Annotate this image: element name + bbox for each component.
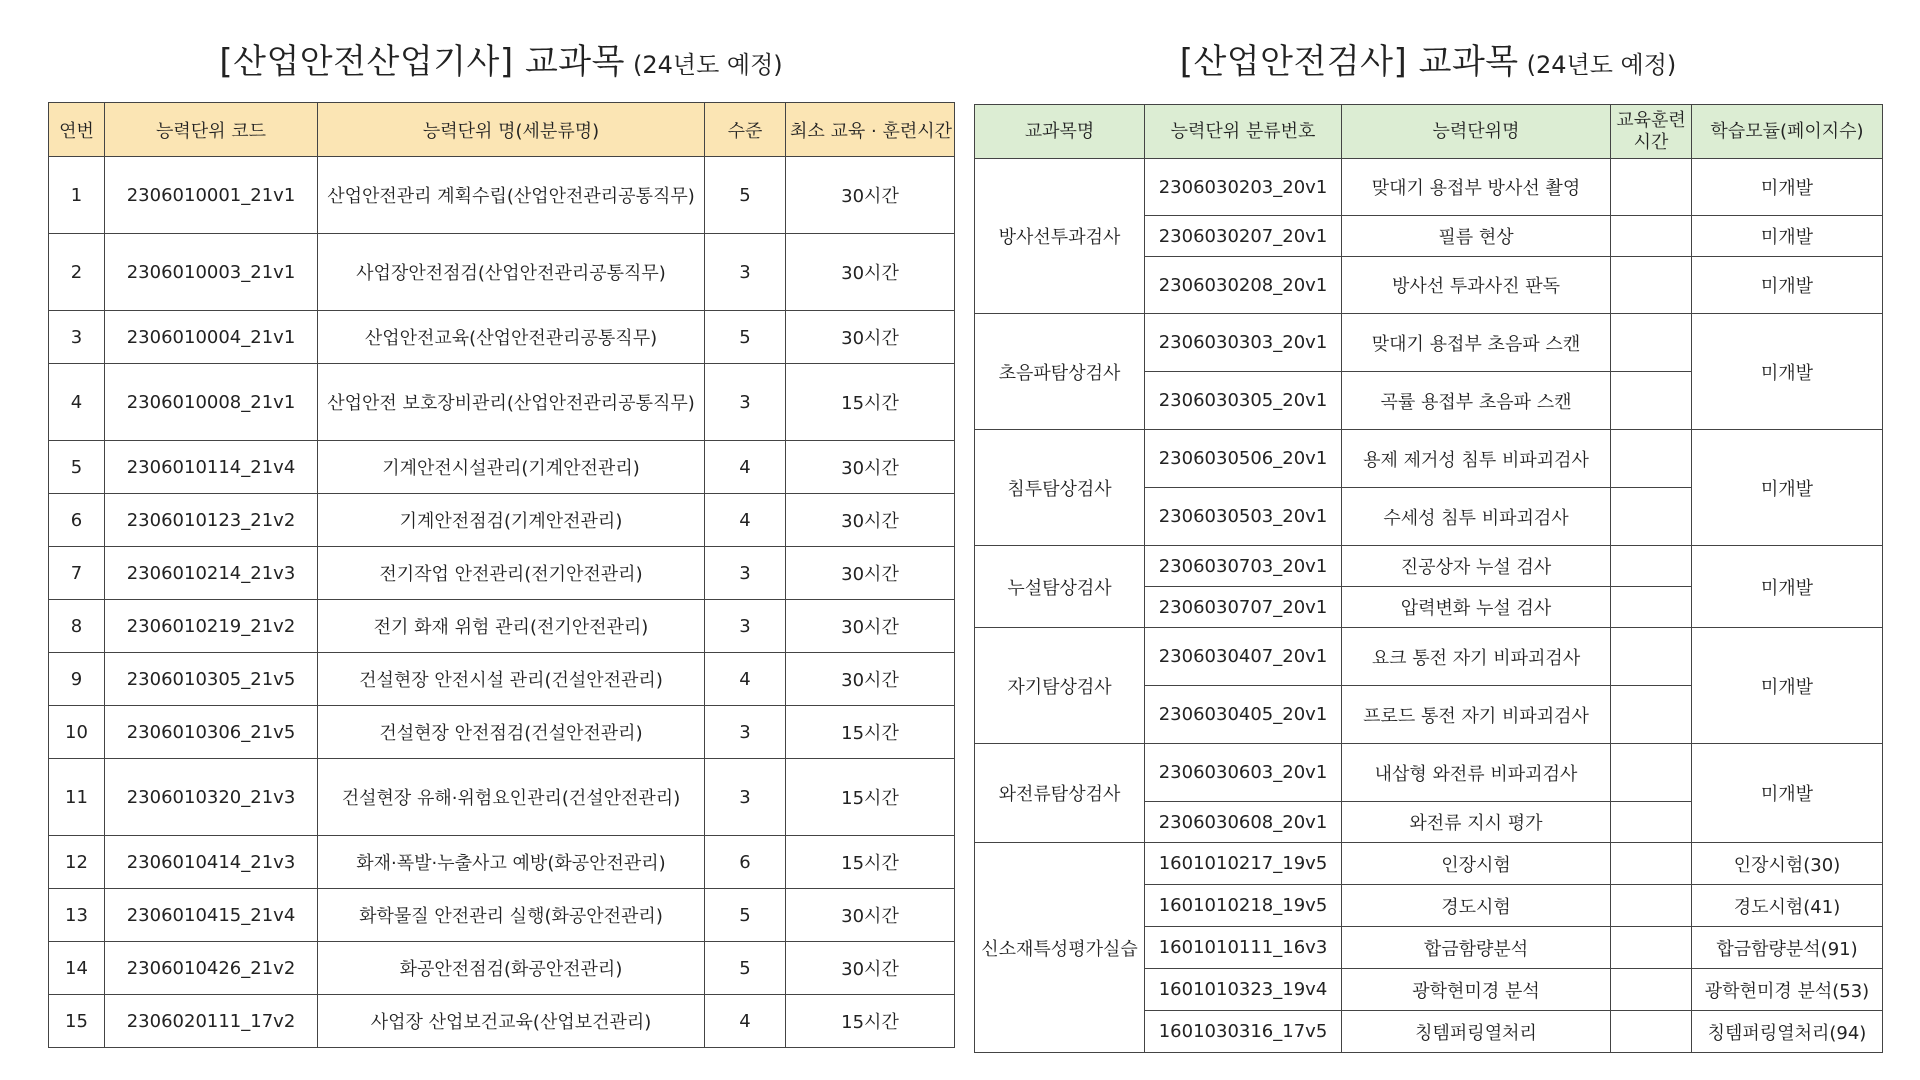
seq-cell: 10 xyxy=(49,706,105,759)
hours-cell xyxy=(1611,488,1692,546)
code-cell: 1601030316_17v5 xyxy=(1145,1011,1342,1053)
unit-name-cell: 경도시험 xyxy=(1342,885,1611,927)
table-row xyxy=(975,546,1883,587)
table-row xyxy=(49,653,955,706)
code-cell: 2306010415_21v4 xyxy=(105,889,318,942)
hours-cell xyxy=(1611,372,1692,430)
hours-cell xyxy=(1611,628,1692,686)
hours-cell: 15시간 xyxy=(786,836,955,889)
unit-name-cell: 용제 제거성 침투 비파괴검사 xyxy=(1342,430,1611,488)
left-curriculum-table xyxy=(48,102,955,1048)
unit-name-cell: 요크 통전 자기 비파괴검사 xyxy=(1342,628,1611,686)
subject-cell: 초음파탐상검사 xyxy=(975,314,1145,430)
module-cell: 경도시험(41) xyxy=(1692,885,1883,927)
table-row xyxy=(975,744,1883,802)
module-cell: 미개발 xyxy=(1692,628,1883,744)
unit-name-cell: 건설현장 안전시설 관리(건설안전관리) xyxy=(318,653,705,706)
table-row xyxy=(49,995,955,1048)
unit-name-cell: 화공안전점검(화공안전관리) xyxy=(318,942,705,995)
right-curriculum-table xyxy=(974,104,1883,1053)
seq-cell: 14 xyxy=(49,942,105,995)
hours-cell xyxy=(1611,257,1692,314)
level-cell: 4 xyxy=(705,441,786,494)
header-level: 수준 xyxy=(705,103,786,157)
seq-cell: 4 xyxy=(49,364,105,441)
header-unit-code: 능력단위 코드 xyxy=(105,103,318,157)
unit-name-cell: 산업안전교육(산업안전관리공통직무) xyxy=(318,311,705,364)
code-cell: 2306030506_20v1 xyxy=(1145,430,1342,488)
right-title-main: [산업안전검사] 교과목 xyxy=(1179,42,1519,82)
level-cell: 3 xyxy=(705,364,786,441)
code-cell: 2306010001_21v1 xyxy=(105,157,318,234)
table-row xyxy=(975,430,1883,488)
unit-name-cell: 압력변화 누설 검사 xyxy=(1342,587,1611,628)
hours-cell xyxy=(1611,546,1692,587)
hours-cell xyxy=(1611,744,1692,802)
code-cell: 2306010320_21v3 xyxy=(105,759,318,836)
table-row xyxy=(975,159,1883,216)
unit-name-cell: 수세성 침투 비파괴검사 xyxy=(1342,488,1611,546)
subject-cell: 신소재특성평가실습 xyxy=(975,843,1145,1053)
unit-name-cell: 기계안전점검(기계안전관리) xyxy=(318,494,705,547)
table-row xyxy=(49,836,955,889)
code-cell: 2306010305_21v5 xyxy=(105,653,318,706)
unit-name-cell: 맞대기 용접부 초음파 스캔 xyxy=(1342,314,1611,372)
table-row xyxy=(49,234,955,311)
code-cell: 2306020111_17v2 xyxy=(105,995,318,1048)
right-title xyxy=(974,34,1882,83)
level-cell: 3 xyxy=(705,600,786,653)
unit-name-cell: 전기작업 안전관리(전기안전관리) xyxy=(318,547,705,600)
unit-name-cell: 광학현미경 분석 xyxy=(1342,969,1611,1011)
code-cell: 1601010218_19v5 xyxy=(1145,885,1342,927)
table-row xyxy=(49,494,955,547)
code-cell: 2306010219_21v2 xyxy=(105,600,318,653)
code-cell: 2306030207_20v1 xyxy=(1145,216,1342,257)
hours-cell: 30시간 xyxy=(786,547,955,600)
level-cell: 5 xyxy=(705,157,786,234)
hours-cell: 30시간 xyxy=(786,494,955,547)
unit-name-cell: 산업안전 보호장비관리(산업안전관리공통직무) xyxy=(318,364,705,441)
subject-cell: 누설탐상검사 xyxy=(975,546,1145,628)
code-cell: 2306030603_20v1 xyxy=(1145,744,1342,802)
header-classification-code: 능력단위 분류번호 xyxy=(1145,105,1342,159)
unit-name-cell: 건설현장 안전점검(건설안전관리) xyxy=(318,706,705,759)
seq-cell: 12 xyxy=(49,836,105,889)
code-cell: 2306030303_20v1 xyxy=(1145,314,1342,372)
unit-name-cell: 내삽형 와전류 비파괴검사 xyxy=(1342,744,1611,802)
seq-cell: 8 xyxy=(49,600,105,653)
code-cell: 2306030703_20v1 xyxy=(1145,546,1342,587)
code-cell: 2306010414_21v3 xyxy=(105,836,318,889)
seq-cell: 5 xyxy=(49,441,105,494)
module-cell: 미개발 xyxy=(1692,430,1883,546)
module-cell: 미개발 xyxy=(1692,546,1883,628)
unit-name-cell: 합금함량분석 xyxy=(1342,927,1611,969)
level-cell: 5 xyxy=(705,942,786,995)
header-training-hours: 교육훈련 시간 xyxy=(1611,105,1692,159)
header-min-hours: 최소 교육 · 훈련시간 xyxy=(786,103,955,157)
hours-cell: 30시간 xyxy=(786,653,955,706)
hours-cell xyxy=(1611,587,1692,628)
code-cell: 2306030405_20v1 xyxy=(1145,686,1342,744)
hours-cell xyxy=(1611,927,1692,969)
table-row xyxy=(49,364,955,441)
seq-cell: 15 xyxy=(49,995,105,1048)
code-cell: 2306010306_21v5 xyxy=(105,706,318,759)
level-cell: 6 xyxy=(705,836,786,889)
header-unit-name: 능력단위 명(세분류명) xyxy=(318,103,705,157)
hours-cell xyxy=(1611,802,1692,843)
seq-cell: 13 xyxy=(49,889,105,942)
table-row xyxy=(975,628,1883,686)
module-cell: 인장시험(30) xyxy=(1692,843,1883,885)
code-cell: 2306030707_20v1 xyxy=(1145,587,1342,628)
module-cell: 합금함량분석(91) xyxy=(1692,927,1883,969)
unit-name-cell: 건설현장 유해·위험요인관리(건설안전관리) xyxy=(318,759,705,836)
seq-cell: 3 xyxy=(49,311,105,364)
code-cell: 2306030503_20v1 xyxy=(1145,488,1342,546)
table-row xyxy=(49,706,955,759)
unit-name-cell: 방사선 투과사진 판독 xyxy=(1342,257,1611,314)
unit-name-cell: 인장시험 xyxy=(1342,843,1611,885)
code-cell: 2306030608_20v1 xyxy=(1145,802,1342,843)
unit-name-cell: 칭템퍼링열처리 xyxy=(1342,1011,1611,1053)
module-cell: 칭템퍼링열처리(94) xyxy=(1692,1011,1883,1053)
unit-name-cell: 필름 현상 xyxy=(1342,216,1611,257)
code-cell: 2306030305_20v1 xyxy=(1145,372,1342,430)
hours-cell: 15시간 xyxy=(786,995,955,1048)
code-cell: 2306010123_21v2 xyxy=(105,494,318,547)
seq-cell: 6 xyxy=(49,494,105,547)
level-cell: 3 xyxy=(705,706,786,759)
hours-cell xyxy=(1611,1011,1692,1053)
level-cell: 4 xyxy=(705,653,786,706)
unit-name-cell: 곡률 용접부 초음파 스캔 xyxy=(1342,372,1611,430)
module-cell: 미개발 xyxy=(1692,159,1883,216)
level-cell: 5 xyxy=(705,311,786,364)
subject-cell: 침투탐상검사 xyxy=(975,430,1145,546)
unit-name-cell: 산업안전관리 계획수립(산업안전관리공통직무) xyxy=(318,157,705,234)
module-cell: 미개발 xyxy=(1692,257,1883,314)
hours-cell xyxy=(1611,216,1692,257)
seq-cell: 7 xyxy=(49,547,105,600)
code-cell: 2306010114_21v4 xyxy=(105,441,318,494)
module-cell: 광학현미경 분석(53) xyxy=(1692,969,1883,1011)
unit-name-cell: 진공상자 누설 검사 xyxy=(1342,546,1611,587)
level-cell: 3 xyxy=(705,547,786,600)
hours-cell xyxy=(1611,314,1692,372)
level-cell: 4 xyxy=(705,995,786,1048)
table-row xyxy=(49,311,955,364)
level-cell: 3 xyxy=(705,234,786,311)
table-row xyxy=(49,547,955,600)
unit-name-cell: 맞대기 용접부 방사선 촬영 xyxy=(1342,159,1611,216)
header-seq: 연번 xyxy=(49,103,105,157)
table-row xyxy=(975,843,1883,885)
hours-cell xyxy=(1611,969,1692,1011)
code-cell: 1601010323_19v4 xyxy=(1145,969,1342,1011)
hours-cell: 30시간 xyxy=(786,234,955,311)
hours-cell: 15시간 xyxy=(786,364,955,441)
hours-cell: 30시간 xyxy=(786,600,955,653)
unit-name-cell: 사업장 산업보건교육(산업보건관리) xyxy=(318,995,705,1048)
level-cell: 4 xyxy=(705,494,786,547)
seq-cell: 11 xyxy=(49,759,105,836)
header-subject: 교과목명 xyxy=(975,105,1145,159)
table-row xyxy=(975,314,1883,372)
header-unit-name: 능력단위명 xyxy=(1342,105,1611,159)
subject-cell: 와전류탐상검사 xyxy=(975,744,1145,843)
right-header-row xyxy=(975,105,1883,159)
left-header-row xyxy=(49,103,955,157)
level-cell: 5 xyxy=(705,889,786,942)
code-cell: 2306010003_21v1 xyxy=(105,234,318,311)
unit-name-cell: 와전류 지시 평가 xyxy=(1342,802,1611,843)
code-cell: 2306010426_21v2 xyxy=(105,942,318,995)
hours-cell xyxy=(1611,430,1692,488)
table-row xyxy=(49,600,955,653)
left-title-subtitle: (24년도 예정) xyxy=(632,51,783,79)
unit-name-cell: 화재·폭발·누출사고 예방(화공안전관리) xyxy=(318,836,705,889)
hours-cell: 15시간 xyxy=(786,706,955,759)
code-cell: 2306030203_20v1 xyxy=(1145,159,1342,216)
module-cell: 미개발 xyxy=(1692,744,1883,843)
code-cell: 1601010217_19v5 xyxy=(1145,843,1342,885)
unit-name-cell: 사업장안전점검(산업안전관리공통직무) xyxy=(318,234,705,311)
table-row xyxy=(49,759,955,836)
hours-cell xyxy=(1611,885,1692,927)
unit-name-cell: 화학물질 안전관리 실행(화공안전관리) xyxy=(318,889,705,942)
table-row xyxy=(49,942,955,995)
seq-cell: 1 xyxy=(49,157,105,234)
left-title-main: [산업안전산업기사] 교과목 xyxy=(219,42,625,82)
subject-cell: 방사선투과검사 xyxy=(975,159,1145,314)
hours-cell: 30시간 xyxy=(786,311,955,364)
header-learning-module: 학습모듈(페이지수) xyxy=(1692,105,1883,159)
hours-cell: 30시간 xyxy=(786,441,955,494)
hours-cell: 30시간 xyxy=(786,157,955,234)
right-title-subtitle: (24년도 예정) xyxy=(1526,51,1677,79)
hours-cell: 15시간 xyxy=(786,759,955,836)
left-title xyxy=(48,34,954,83)
code-cell: 1601010111_16v3 xyxy=(1145,927,1342,969)
hours-cell xyxy=(1611,159,1692,216)
table-row xyxy=(49,889,955,942)
table-row xyxy=(49,157,955,234)
hours-cell: 30시간 xyxy=(786,942,955,995)
seq-cell: 2 xyxy=(49,234,105,311)
unit-name-cell: 프로드 통전 자기 비파괴검사 xyxy=(1342,686,1611,744)
code-cell: 2306030208_20v1 xyxy=(1145,257,1342,314)
seq-cell: 9 xyxy=(49,653,105,706)
module-cell: 미개발 xyxy=(1692,314,1883,430)
code-cell: 2306010004_21v1 xyxy=(105,311,318,364)
hours-cell: 30시간 xyxy=(786,889,955,942)
subject-cell: 자기탐상검사 xyxy=(975,628,1145,744)
code-cell: 2306010214_21v3 xyxy=(105,547,318,600)
module-cell: 미개발 xyxy=(1692,216,1883,257)
table-row xyxy=(49,441,955,494)
unit-name-cell: 기계안전시설관리(기계안전관리) xyxy=(318,441,705,494)
unit-name-cell: 전기 화재 위험 관리(전기안전관리) xyxy=(318,600,705,653)
code-cell: 2306010008_21v1 xyxy=(105,364,318,441)
hours-cell xyxy=(1611,843,1692,885)
code-cell: 2306030407_20v1 xyxy=(1145,628,1342,686)
hours-cell xyxy=(1611,686,1692,744)
level-cell: 3 xyxy=(705,759,786,836)
